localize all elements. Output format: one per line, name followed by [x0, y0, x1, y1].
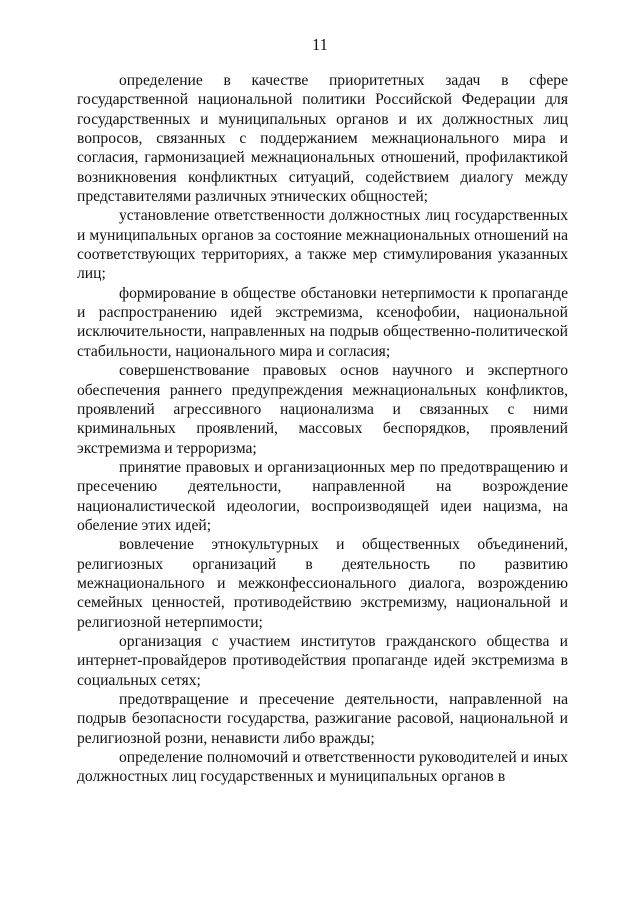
paragraph-8: предотвращение и пресечение деятельности, направленной на подрыв безопасности государства, разжигание расовой, национальной и религиозной розни, ненависти либо вражды; — [77, 691, 568, 747]
paragraph-4: совершенствование правовых основ научного и экспертного обеспечения раннего предупреждения межнациональных конфликтов, проявлений агрессивного национализма и связанных с ними криминальных проявлений, массовых беспорядков, проявлений экстремизма и терроризма; — [77, 362, 568, 457]
paragraph-6: вовлечение этнокультурных и общественных объединений, религиозных организаций в деятельность по развитию межнационального и межконфессионального диалога, возрождению семейных ценностей, противодействию экстремизму, национальной и религиозной нетерпимости; — [77, 536, 568, 631]
paragraph-7: организация с участием институтов гражданского общества и интернет-провайдеров противодействия пропаганде идей экстремизма в социальных сетях; — [77, 632, 568, 689]
body-text — [77, 71, 568, 787]
paragraph-1: определение в качестве приоритетных задач в сфере государственной национальной политики Российской Федерации для государственных и муниципальных органов и их должностных лиц вопросов, связанных с поддержанием межнационального мира и согласия, гармонизацией межнациональных отношений, профилактикой возникновения конфликтных ситуаций, содействием диалогу между представителями различных этнических общностей; — [77, 72, 568, 206]
paragraph-2: установление ответственности должностных лиц государственных и муниципальных органов за состояние межнациональных отношений на соответствующих территориях, а также мер стимулирования указанных лиц; — [77, 207, 568, 283]
paragraph-5: принятие правовых и организационных мер по предотвращению и пресечению деятельности, направленной на возрождение националистической идеологии, воспроизводящей идеи нацизма, на обеление этих идей; — [77, 458, 568, 534]
page-number: 11 — [312, 35, 328, 54]
paragraph-9: определение полномочий и ответственности руководителей и иных должностных лиц государственных и муниципальных органов в — [77, 749, 568, 786]
paragraph-3: формирование в обществе обстановки нетерпимости к пропаганде и распространению идей экстремизма, ксенофобии, национальной исключительности, направленных на подрыв общественно-политической стабильности, национального мира и согласия; — [77, 284, 568, 360]
